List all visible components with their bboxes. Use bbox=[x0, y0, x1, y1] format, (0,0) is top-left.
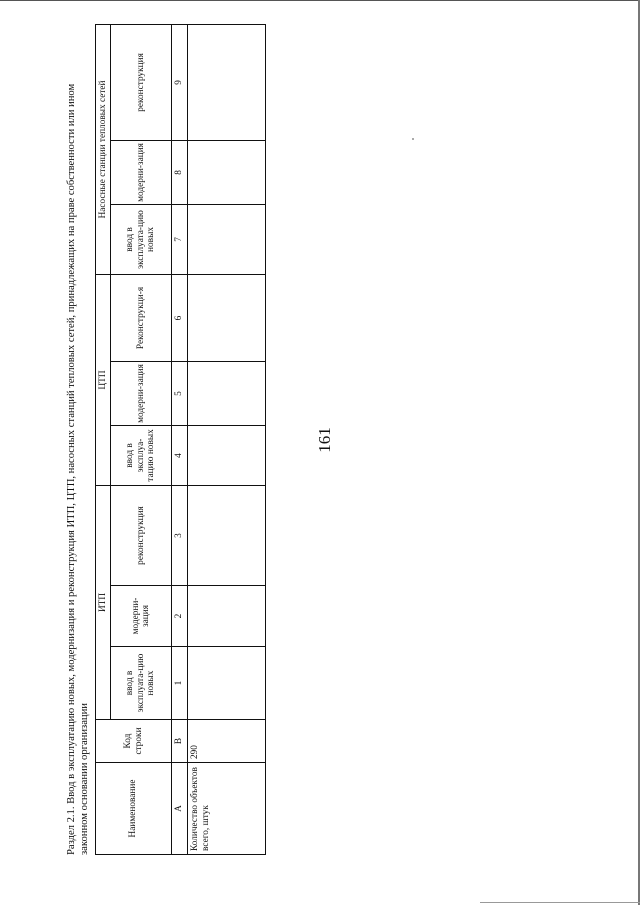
header-code: Код строки bbox=[96, 720, 172, 763]
header-pump-modernization: модерни-зация bbox=[111, 140, 172, 204]
col-number-1: 1 bbox=[172, 647, 188, 720]
col-number-9: 9 bbox=[172, 24, 188, 140]
cell-itp-new bbox=[188, 647, 266, 720]
cell-ctp-modernization bbox=[188, 361, 266, 425]
cell-ctp-new bbox=[188, 425, 266, 485]
cell-itp-modernization bbox=[188, 586, 266, 647]
header-ctp-modernization: модерни-зация bbox=[111, 361, 172, 425]
cell-pump-reconstruction bbox=[188, 24, 266, 140]
col-number-5: 5 bbox=[172, 361, 188, 425]
col-number-6: 6 bbox=[172, 274, 188, 361]
header-pump-reconstruction: реконструкция bbox=[111, 24, 172, 140]
rotated-page-content bbox=[65, 25, 255, 855]
col-number-4: 4 bbox=[172, 425, 188, 485]
cell-pump-new bbox=[188, 204, 266, 274]
header-ctp-new: ввод в эксплуа-тацию новых bbox=[111, 425, 172, 485]
scan-edge-bottom bbox=[480, 902, 640, 903]
cell-pump-modernization bbox=[188, 140, 266, 204]
col-number-b: В bbox=[172, 720, 188, 763]
header-group-itp: ИТП bbox=[96, 485, 111, 719]
header-group-pump: Насосные станции тепловых сетей bbox=[96, 24, 111, 274]
cell-itp-reconstruction bbox=[188, 485, 266, 585]
header-itp-new: ввод в эксплуата-цию новых bbox=[111, 647, 172, 720]
header-pump-new: ввод в эксплуата-цию новых bbox=[111, 204, 172, 274]
scan-edge-top bbox=[0, 0, 640, 1]
col-number-3: 3 bbox=[172, 485, 188, 585]
header-ctp-reconstruction: Реконструкци-я bbox=[111, 274, 172, 361]
header-name: Наименование bbox=[96, 763, 172, 855]
header-group-ctp: ЦТП bbox=[96, 274, 111, 485]
row-code-290: 290 bbox=[188, 720, 266, 763]
cell-ctp-reconstruction bbox=[188, 274, 266, 361]
col-number-7: 7 bbox=[172, 204, 188, 274]
report-table bbox=[95, 24, 266, 855]
header-itp-modernization: модерни-зация bbox=[111, 586, 172, 647]
row-label-total-objects: Количество объектов всего, штук bbox=[188, 763, 266, 855]
section-caption: Раздел 2.1. Ввод в эксплуатацию новых, модернизация и реконструкция ИТП, ЦТП, насосных станций тепловых сетей, принадлежащих на праве собственности или ином законном основании организации bbox=[66, 83, 90, 855]
page-number: 161 bbox=[315, 427, 334, 453]
col-number-8: 8 bbox=[172, 140, 188, 204]
col-number-a: А bbox=[172, 763, 188, 855]
header-itp-reconstruction: реконструкция bbox=[111, 485, 172, 585]
scan-speck bbox=[412, 138, 414, 140]
col-number-2: 2 bbox=[172, 586, 188, 647]
